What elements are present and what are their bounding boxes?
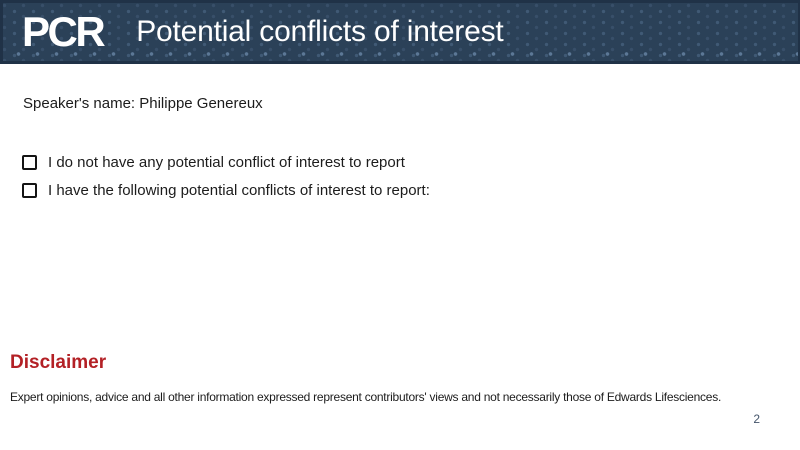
disclaimer-heading: Disclaimer — [10, 352, 107, 373]
page-number: 2 — [753, 412, 760, 426]
checkbox-row-has-conflict — [22, 176, 430, 204]
checkbox-row-no-conflict — [22, 148, 430, 176]
checkbox-label-no-conflict: I do not have any potential conflict of interest to report — [48, 153, 405, 171]
page-title: Potential conflicts of interest — [136, 15, 504, 48]
pcr-logo: PCR — [22, 8, 104, 55]
checkbox-label-has-conflict: I have the following potential conflicts of interest to report: — [48, 181, 430, 199]
conflict-options-list — [22, 148, 430, 204]
checkbox-icon — [22, 155, 37, 170]
disclaimer-text: Expert opinions, advice and all other information expressed represent contributors' views and not necessarily those of Edwards Lifesciences. — [10, 390, 722, 404]
checkbox-icon — [22, 183, 37, 198]
speaker-name-line: Speaker's name: Philippe Genereux — [23, 95, 263, 112]
slide-header — [0, 0, 800, 64]
